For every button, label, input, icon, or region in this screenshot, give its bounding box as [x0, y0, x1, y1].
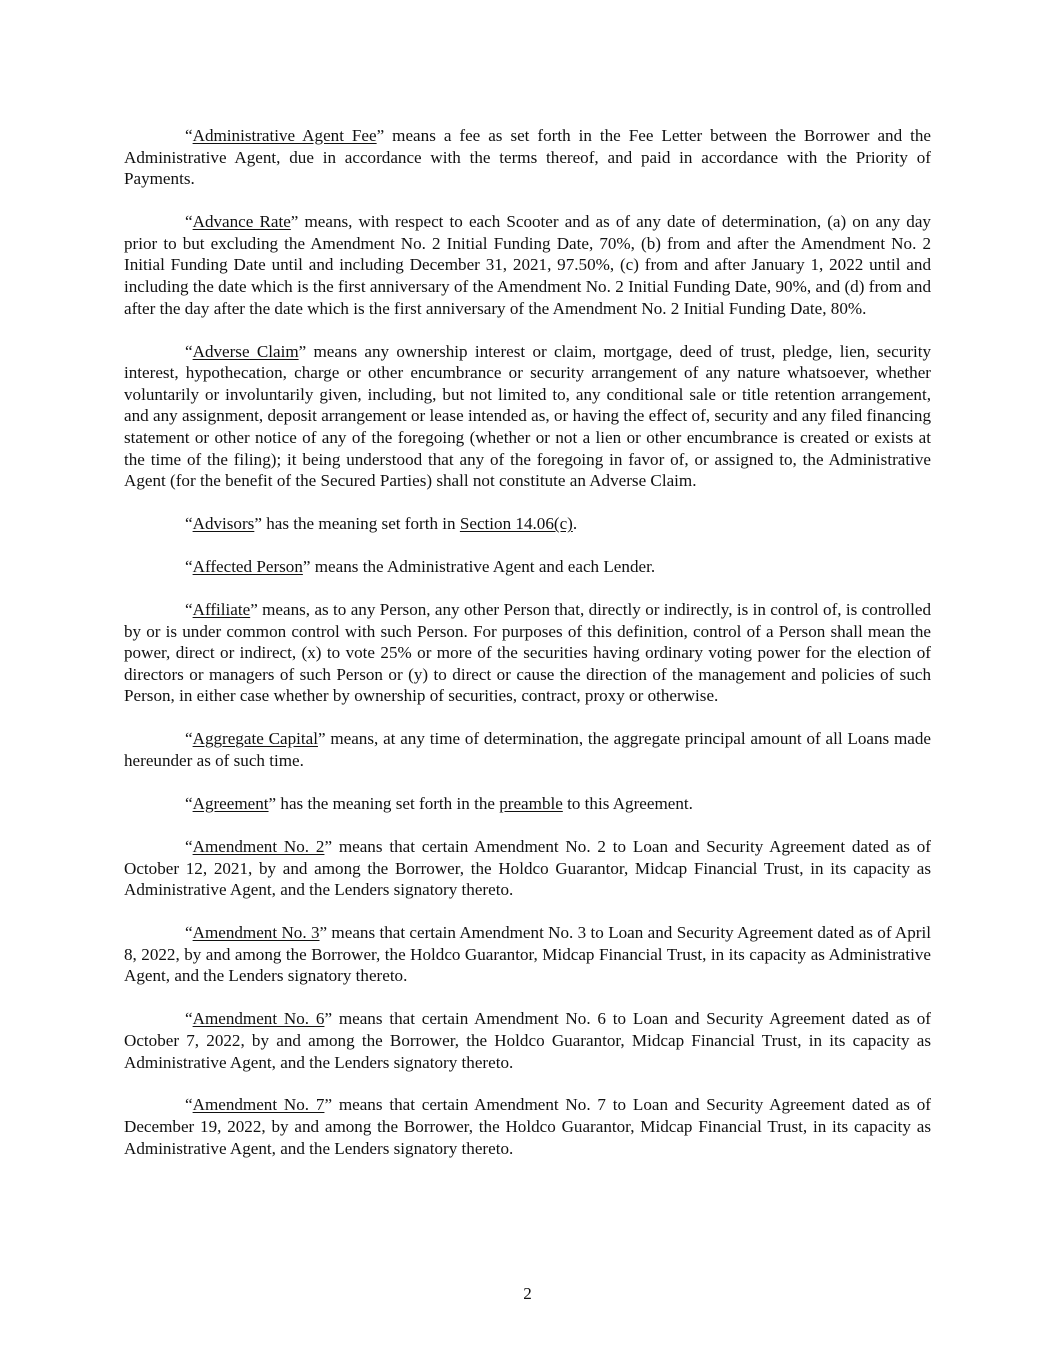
definition-agreement: “Agreement” has the meaning set forth in the preamble to this Agreement.	[185, 793, 693, 813]
definition-text: ” has the meaning set forth in	[254, 514, 460, 534]
defined-term: Advance Rate	[192, 212, 291, 232]
definition-text: ” means that certain Amendment No. 2 to Loan and Security Agreement dated as of October 12, 2021, by and among the Borrower, the Holdco Guarantor, Midcap Financial Trust, in its capacity as Administrative Agent, and the Lenders signatory thereto.	[124, 836, 931, 900]
definition-text: ” has the meaning set forth in the	[268, 793, 500, 813]
defined-term: Administrative Agent Fee	[192, 126, 377, 145]
defined-term: Amendment No. 7	[192, 1095, 325, 1115]
section-reference-link[interactable]: Section 14.06(c)	[459, 514, 573, 534]
page-number: 2	[523, 1284, 532, 1303]
definition-affected-person: “Affected Person” means the Administrative Agent and each Lender.	[185, 557, 656, 577]
definition-affiliate: “Affiliate” means, as to any Person, any other Person that, directly or indirectly, is in control of, is controlled by or is under common control with such Person. For purposes of this definition, control of a Person shall mean the power, direct or indirect, (x) to vote 25% or more of the securities having ordinary voting power for the election of directors or managers of such Person or (y) to direct or cause the direction of the management and policies of such Person, in either case whether by ownership of securities, contract, proxy or otherwise.	[124, 600, 931, 706]
defined-term: Advisors	[192, 514, 255, 534]
defined-term: Agreement	[192, 793, 269, 813]
document-page	[124, 125, 931, 1181]
definition-advance-rate: “Advance Rate” means, with respect to each Scooter and as of any date of determination, (a) on any day prior to but excluding the Amendment No. 2 Initial Funding Date, 70%, (b) from and after the Amendment No. 2 Initial Funding Date until and including December 31, 2021, 97.50%, (c) from and after January 1, 2022 until and including the date which is the first anniversary of the Amendment No. 2 Initial Funding Date, 90%, and (d) from and after the day after the date which is the first anniversary of the Amendment No. 2 Initial Funding Date, 80%.	[124, 212, 931, 318]
definition-text: ” means, as to any Person, any other Person that, directly or indirectly, is in control of, is controlled by or is under common control with such Person. For purposes of this definition, control of a Person shall mean the power, direct or indirect, (x) to vote 25% or more of the securities having ordinary voting power for the election of directors or managers of such Person or (y) to direct or cause the direction of the management and policies of such Person, in either case whether by ownership of securities, contract, proxy or otherwise.	[124, 600, 931, 706]
definition-text: ” means that certain Amendment No. 7 to Loan and Security Agreement dated as of December 19, 2022, by and among the Borrower, the Holdco Guarantor, Midcap Financial Trust, in its capacity as Administrative Agent, and the Lenders signatory thereto.	[124, 1095, 931, 1158]
definition-text: ” means, with respect to each Scooter and as of any date of determination, (a) on any day prior to but excluding the Amendment No. 2 Initial Funding Date, 70%, (b) from and after the Amendment No. 2 Initial Funding Date until and including December 31, 2021, 97.50%, (c) from and after January 1, 2022 until and including the date which is the first anniversary of the Amendment No. 2 Initial Funding Date, 90%, and (d) from and after the day after the date which is the first anniversary of the Amendment No. 2 Initial Funding Date, 80%.	[124, 212, 931, 318]
definition-text: ” means, at any time of determination, the aggregate principal amount of all Loans made hereunder as of such time.	[124, 729, 931, 770]
defined-term: Amendment No. 3	[192, 923, 320, 943]
defined-term: Amendment No. 2	[192, 836, 325, 856]
defined-term: Affiliate	[192, 600, 251, 620]
definition-advisors: “Advisors” has the meaning set forth in Section 14.06(c).	[185, 514, 578, 534]
definition-text: ” means that certain Amendment No. 3 to Loan and Security Agreement dated as of April 8, 2022, by and among the Borrower, the Holdco Guarantor, Midcap Financial Trust, in its capacity as Administrative Agent, and the Lenders signatory thereto.	[124, 923, 931, 986]
defined-term: Adverse Claim	[192, 341, 299, 361]
definition-text: ” means the Administrative Agent and each Lender.	[302, 557, 656, 577]
definition-administrative-agent-fee: “Administrative Agent Fee” means a fee as set forth in the Fee Letter between the Borrower and the Administrative Agent, due in accordance with the terms thereof, and paid in accordance with the Priority of Payments.	[124, 126, 931, 189]
definition-text-tail: to this Agreement.	[562, 793, 693, 813]
defined-term: Amendment No. 6	[192, 1009, 325, 1029]
definition-amendment-no-7: “Amendment No. 7” means that certain Amendment No. 7 to Loan and Security Agreement dated as of December 19, 2022, by and among the Borrower, the Holdco Guarantor, Midcap Financial Trust, in its capacity as Administrative Agent, and the Lenders signatory thereto.	[124, 1095, 931, 1158]
definition-amendment-no-2: “Amendment No. 2” means that certain Amendment No. 2 to Loan and Security Agreement dated as of October 12, 2021, by and among the Borrower, the Holdco Guarantor, Midcap Financial Trust, in its capacity as Administrative Agent, and the Lenders signatory thereto.	[124, 836, 931, 900]
definition-amendment-no-3: “Amendment No. 3” means that certain Amendment No. 3 to Loan and Security Agreement dated as of April 8, 2022, by and among the Borrower, the Holdco Guarantor, Midcap Financial Trust, in its capacity as Administrative Agent, and the Lenders signatory thereto.	[124, 923, 931, 986]
definition-aggregate-capital: “Aggregate Capital” means, at any time of determination, the aggregate principal amount of all Loans made hereunder as of such time.	[124, 729, 931, 770]
definition-text-tail: .	[572, 514, 578, 534]
definition-adverse-claim: “Adverse Claim” means any ownership interest or claim, mortgage, deed of trust, pledge, lien, security interest, hypothecation, charge or other encumbrance or security arrangement of any nature whatsoever, whether voluntarily or involuntarily given, including, but not limited to, any conditional sale or title retention arrangement, and any assignment, deposit arrangement or lease intended as, or having the effect of, security and any filed financing statement or other notice of any of the foregoing (whether or not a lien or other encumbrance is created or exists at the time of the filing); it being understood that any of the foregoing in favor of, or assigned to, the Administrative Agent (for the benefit of the Secured Parties) shall not constitute an Adverse Claim.	[124, 341, 931, 491]
preamble-reference-link[interactable]: preamble	[499, 793, 563, 813]
defined-term: Aggregate Capital	[192, 729, 318, 749]
definition-text: ” means a fee as set forth in the Fee Letter between the Borrower and the Administrative Agent, due in accordance with the terms thereof, and paid in accordance with the Priority of Payments.	[124, 126, 931, 189]
definition-text: ” means any ownership interest or claim, mortgage, deed of trust, pledge, lien, security interest, hypothecation, charge or other encumbrance or security arrangement of any nature whatsoever, whether voluntarily or involuntarily given, including, but not limited to, any conditional sale or title retention arrangement, and any assignment, deposit arrangement or lease intended as, or having the effect of, security and any filed financing statement or other notice of any of the foregoing (whether or not a lien or other encumbrance is created or exists at the time of the filing); it being understood that any of the foregoing in favor of, or assigned to, the Administrative Agent (for the benefit of the Secured Parties) shall not constitute an Adverse Claim.	[124, 341, 931, 491]
defined-term: Affected Person	[192, 557, 303, 577]
definition-amendment-no-6: “Amendment No. 6” means that certain Amendment No. 6 to Loan and Security Agreement dated as of October 7, 2022, by and among the Borrower, the Holdco Guarantor, Midcap Financial Trust, in its capacity as Administrative Agent, and the Lenders signatory thereto.	[124, 1009, 931, 1072]
definition-text: ” means that certain Amendment No. 6 to Loan and Security Agreement dated as of October 7, 2022, by and among the Borrower, the Holdco Guarantor, Midcap Financial Trust, in its capacity as Administrative Agent, and the Lenders signatory thereto.	[124, 1009, 931, 1072]
